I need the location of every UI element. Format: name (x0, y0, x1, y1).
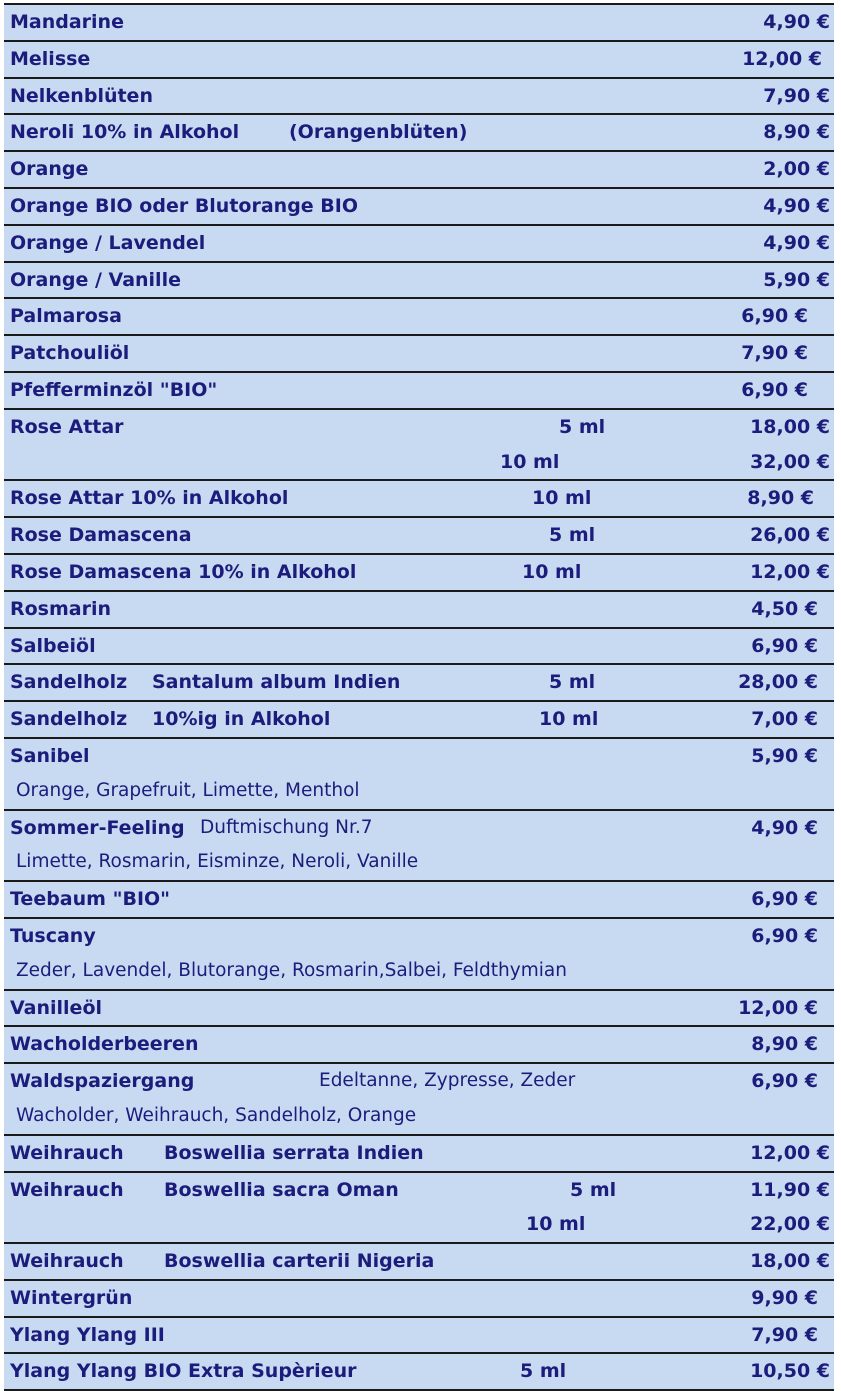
product-volume: 10 ml (500, 450, 560, 473)
product-description: Zeder, Lavendel, Blutorange, Rosmarin,Salbei, Feldthymian (16, 959, 567, 981)
product-detail: 10%ig in Alkohol (152, 708, 331, 731)
product-name: Rose Damascena 10% in Alkohol (10, 560, 357, 583)
product-name: Ylang Ylang BIO Extra Supèrieur (10, 1360, 357, 1383)
product-name: Sandelholz (10, 708, 128, 731)
product-detail: Boswellia carterii Nigeria (164, 1250, 435, 1273)
product-row (4, 373, 834, 410)
product-price: 32,00 € (750, 450, 830, 473)
product-price: 5,90 € (763, 268, 830, 291)
product-name: Sandelholz (10, 671, 128, 694)
product-line (4, 555, 834, 590)
product-line (4, 1354, 834, 1389)
product-row (4, 811, 834, 883)
product-name: Salbeiöl (10, 634, 96, 657)
product-line (4, 1318, 834, 1353)
product-price: 26,00 € (750, 524, 830, 547)
product-line (4, 702, 834, 737)
product-price: 18,00 € (750, 1250, 830, 1273)
product-row (4, 518, 834, 555)
product-name: Orange / Vanille (10, 268, 181, 291)
product-volume: 10 ml (539, 708, 599, 731)
product-price: 7,00 € (751, 708, 818, 731)
product-row (4, 1136, 834, 1173)
product-description: Duftmischung Nr.7 (200, 816, 373, 838)
product-row (4, 336, 834, 373)
product-row (4, 5, 834, 42)
product-name: Sommer-Feeling (10, 816, 185, 839)
product-price: 28,00 € (738, 671, 818, 694)
product-line (4, 919, 834, 954)
product-name: Ylang Ylang III (10, 1323, 165, 1346)
product-name: Weihrauch (10, 1250, 124, 1273)
product-line (4, 115, 834, 150)
product-price: 6,90 € (751, 1070, 818, 1093)
product-price: 6,90 € (741, 378, 808, 401)
product-description: Wacholder, Weihrauch, Sandelholz, Orange (16, 1104, 417, 1126)
product-volume: 10 ml (526, 1213, 586, 1236)
product-row (4, 42, 834, 79)
product-row (4, 991, 834, 1028)
product-name: Rose Attar 10% in Alkohol (10, 487, 289, 510)
product-row (4, 919, 834, 991)
product-row (4, 410, 834, 482)
product-name: Sanibel (10, 744, 90, 767)
product-line (4, 811, 834, 846)
product-price: 6,90 € (751, 888, 818, 911)
product-line (4, 1173, 834, 1208)
product-name: Vanilleöl (10, 996, 103, 1019)
product-subline (4, 445, 834, 480)
product-price: 5,90 € (751, 744, 818, 767)
product-price: 12,00 € (738, 996, 818, 1019)
product-line (4, 518, 834, 553)
product-row (4, 481, 834, 518)
product-volume: 5 ml (549, 671, 596, 694)
product-row (4, 115, 834, 152)
product-detail: (Orangenblüten) (289, 121, 468, 144)
product-name: Waldspaziergang (10, 1070, 195, 1093)
product-line (4, 79, 834, 114)
product-row (4, 739, 834, 811)
product-name: Orange (10, 158, 89, 181)
product-price: 4,90 € (751, 816, 818, 839)
product-price: 7,90 € (751, 1323, 818, 1346)
product-price: 4,90 € (763, 231, 830, 254)
product-row (4, 882, 834, 919)
product-price: 22,00 € (750, 1213, 830, 1236)
product-name: Orange / Lavendel (10, 231, 206, 254)
product-line (4, 336, 834, 371)
product-line (4, 1027, 834, 1062)
product-price: 12,00 € (750, 1141, 830, 1164)
product-volume: 5 ml (570, 1178, 617, 1201)
product-row (4, 1173, 834, 1245)
product-name: Weihrauch (10, 1141, 124, 1164)
product-detail: Boswellia sacra Oman (164, 1178, 399, 1201)
product-line (4, 1281, 834, 1316)
product-row (4, 79, 834, 116)
product-subline (4, 1207, 834, 1242)
product-volume: 10 ml (522, 560, 582, 583)
product-subline (4, 954, 834, 989)
product-name: Mandarine (10, 11, 124, 33)
product-description: Limette, Rosmarin, Eisminze, Neroli, Vanille (16, 851, 419, 873)
product-price: 6,90 € (751, 634, 818, 657)
product-subline (4, 1099, 834, 1134)
product-row (4, 629, 834, 666)
product-line (4, 739, 834, 774)
product-name: Rosmarin (10, 597, 112, 620)
product-line (4, 299, 834, 334)
product-price: 7,90 € (763, 84, 830, 107)
product-name: Teebaum "BIO" (10, 888, 171, 911)
product-price: 12,00 € (750, 560, 830, 583)
product-line (4, 592, 834, 627)
product-row (4, 702, 834, 739)
product-line (4, 1136, 834, 1171)
product-detail: Santalum album Indien (152, 671, 401, 694)
product-line (4, 882, 834, 917)
product-line (4, 42, 834, 77)
product-name: Orange BIO oder Blutorange BIO (10, 194, 358, 217)
price-list-table (4, 3, 834, 1391)
product-line (4, 481, 834, 516)
product-row (4, 592, 834, 629)
product-price: 11,90 € (750, 1178, 830, 1201)
product-line (4, 226, 834, 261)
product-row (4, 226, 834, 263)
product-price: 6,90 € (751, 924, 818, 947)
product-price: 8,90 € (747, 487, 814, 510)
product-line (4, 152, 834, 187)
product-line (4, 1064, 834, 1099)
product-name: Weihrauch (10, 1178, 124, 1201)
product-row (4, 1244, 834, 1281)
product-price: 4,50 € (751, 597, 818, 620)
product-description: Edeltanne, Zypresse, Zeder (319, 1070, 576, 1092)
product-price: 2,00 € (763, 158, 830, 181)
product-line (4, 410, 834, 445)
product-volume: 5 ml (520, 1360, 567, 1383)
product-line (4, 263, 834, 298)
product-name: Melisse (10, 47, 91, 70)
product-price: 8,90 € (763, 121, 830, 144)
product-name: Pfefferminzöl "BIO" (10, 378, 218, 401)
product-line (4, 991, 834, 1026)
product-description: Orange, Grapefruit, Limette, Menthol (16, 779, 360, 801)
product-price: 7,90 € (741, 342, 808, 365)
product-price: 6,90 € (741, 305, 808, 328)
product-row (4, 1027, 834, 1064)
product-detail: Boswellia serrata Indien (164, 1141, 424, 1164)
product-line (4, 189, 834, 224)
product-row (4, 1281, 834, 1318)
product-name: Wacholderbeeren (10, 1033, 199, 1056)
product-price: 12,00 € (742, 47, 822, 70)
product-line (4, 373, 834, 408)
product-row (4, 152, 834, 189)
product-price: 9,90 € (751, 1286, 818, 1309)
product-line (4, 629, 834, 664)
product-price: 4,90 € (763, 11, 830, 33)
product-name: Tuscany (10, 924, 96, 947)
product-row (4, 555, 834, 592)
product-price: 4,90 € (763, 194, 830, 217)
product-name: Wintergrün (10, 1286, 133, 1309)
product-line (4, 665, 834, 700)
product-row (4, 299, 834, 336)
product-row (4, 665, 834, 702)
product-name: Neroli 10% in Alkohol (10, 121, 240, 144)
product-row (4, 1064, 834, 1136)
product-price: 10,50 € (750, 1360, 830, 1383)
product-row (4, 1318, 834, 1355)
product-name: Rose Attar (10, 415, 124, 438)
product-row (4, 263, 834, 300)
product-volume: 5 ml (559, 415, 606, 438)
product-name: Patchouliöl (10, 342, 130, 365)
product-volume: 10 ml (532, 487, 592, 510)
product-name: Nelkenblüten (10, 84, 153, 107)
product-subline (4, 774, 834, 809)
product-volume: 5 ml (549, 524, 596, 547)
product-price: 8,90 € (751, 1033, 818, 1056)
product-name: Rose Damascena (10, 524, 192, 547)
product-row (4, 1354, 834, 1391)
product-price: 18,00 € (750, 415, 830, 438)
product-line (4, 1244, 834, 1279)
product-line (4, 5, 834, 40)
product-row (4, 189, 834, 226)
product-name: Palmarosa (10, 305, 122, 328)
product-subline (4, 845, 834, 880)
